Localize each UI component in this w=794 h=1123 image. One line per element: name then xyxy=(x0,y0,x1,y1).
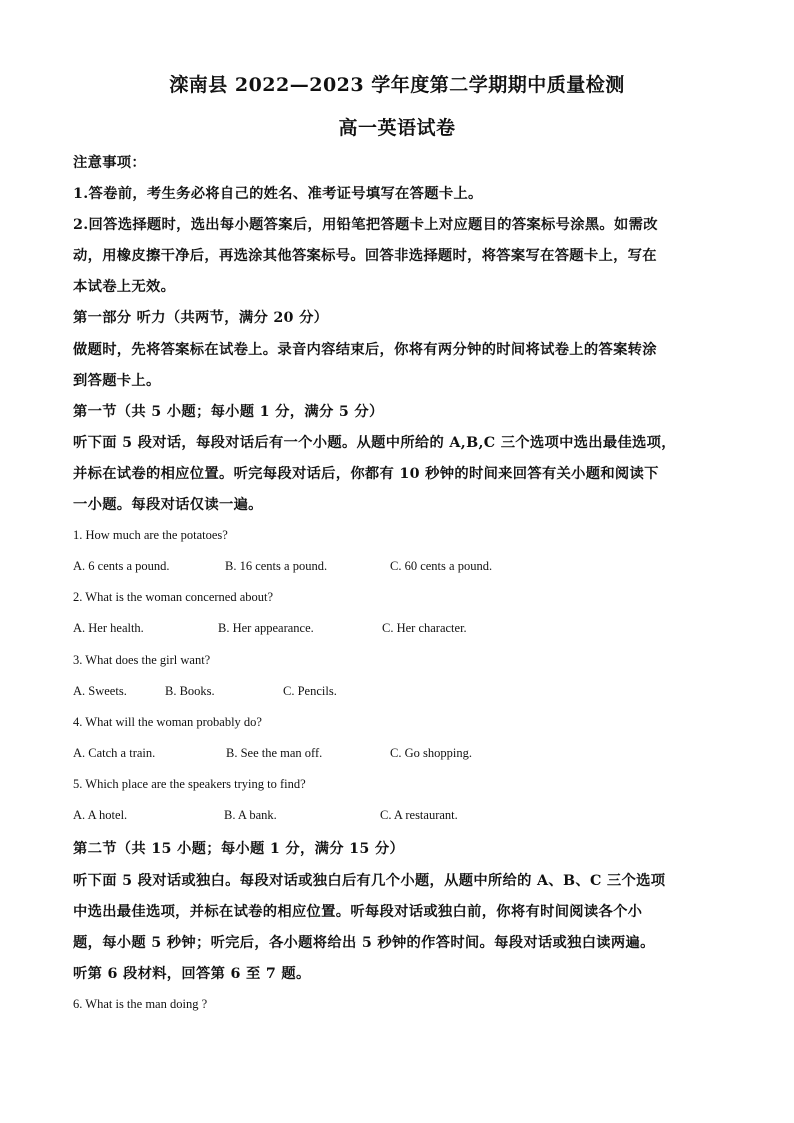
option-b: B. 16 cents a pound. xyxy=(225,559,328,573)
option-b: B. See the man off. xyxy=(226,746,323,760)
question-stem: 2. What is the woman concerned about? xyxy=(73,590,274,604)
part1-intro-line-1: 做题时，先将答案标在试卷上。录音内容结束后，你将有两分钟的时间将试卷上的答案转涂 xyxy=(73,342,657,358)
question-options xyxy=(73,559,713,575)
section1-intro-line-2: 并标在试卷的相应位置。听完每段对话后，你都有 10 秒钟的时间来回答有关小题和阅读下 xyxy=(73,466,659,482)
option-c: C. Her character. xyxy=(382,621,467,635)
option-c: C. Pencils. xyxy=(283,684,337,698)
option-a: A. Her health. xyxy=(73,621,144,635)
option-c: C. Go shopping. xyxy=(390,746,472,760)
note-item-2-line-2: 动，用橡皮擦干净后，再选涂其他答案标号。回答非选择题时，将答案写在答题卡上，写在 xyxy=(73,248,657,264)
option-c: C. A restaurant. xyxy=(380,808,458,822)
question-options xyxy=(73,684,713,700)
question-options xyxy=(73,746,713,762)
section2-material: 听第 6 段材料，回答第 6 至 7 题。 xyxy=(73,966,311,982)
option-a: A. A hotel. xyxy=(73,808,128,822)
note-item-1: 1.答卷前，考生务必将自己的姓名、准考证号填写在答题卡上。 xyxy=(73,186,483,202)
section2-intro-line-1: 听下面 5 段对话或独白。每段对话或独白后有几个小题，从题中所给的 A、B、C 三个选项 xyxy=(73,873,666,889)
option-b: B. A bank. xyxy=(224,808,277,822)
exam-subtitle: 高一英语试卷 xyxy=(338,117,456,139)
notes-heading: 注意事项： xyxy=(73,155,146,171)
note-item-2-line-1: 2.回答选择题时，选出每小题答案后，用铅笔把答题卡上对应题目的答案标号涂黑。如需改 xyxy=(73,217,658,233)
section2-heading: 第二节（共 15 小题；每小题 1 分，满分 15 分） xyxy=(73,841,405,857)
part1-heading: 第一部分 听力（共两节，满分 20 分） xyxy=(73,310,329,326)
option-c: C. 60 cents a pound. xyxy=(390,559,493,573)
section1-heading: 第一节（共 5 小题；每小题 1 分，满分 5 分） xyxy=(73,404,384,420)
question-stem: 5. Which place are the speakers trying to find? xyxy=(73,777,306,791)
option-a: A. 6 cents a pound. xyxy=(73,559,170,573)
section1-intro-line-1: 听下面 5 段对话，每段对话后有一个小题。从题中所给的 A,B,C 三个选项中选出最佳选项， xyxy=(73,435,676,451)
question-stem: 4. What will the woman probably do? xyxy=(73,715,262,729)
note-item-2-line-3: 本试卷上无效。 xyxy=(73,279,176,295)
section2-intro-line-3: 题，每小题 5 秒钟；听完后，各小题将给出 5 秒钟的作答时间。每段对话或独白读两遍。 xyxy=(73,935,655,951)
question-stem: 3. What does the girl want? xyxy=(73,653,211,667)
option-b: B. Her appearance. xyxy=(218,621,314,635)
part1-intro-line-2: 到答题卡上。 xyxy=(73,373,161,389)
question-options xyxy=(73,621,713,637)
question-options xyxy=(73,808,713,824)
section1-intro-line-3: 一小题。每段对话仅读一遍。 xyxy=(73,497,263,513)
exam-title: 滦南县 2022—2023 学年度第二学期期中质量检测 xyxy=(169,74,625,96)
question-stem: 1. How much are the potatoes? xyxy=(73,528,228,542)
option-a: A. Catch a train. xyxy=(73,746,156,760)
question-stem: 6. What is the man doing ? xyxy=(73,997,208,1011)
section2-intro-line-2: 中选出最佳选项，并标在试卷的相应位置。听每段对话或独白前，你将有时间阅读各个小 xyxy=(73,904,643,920)
option-b: B. Books. xyxy=(165,684,215,698)
option-a: A. Sweets. xyxy=(73,684,127,698)
